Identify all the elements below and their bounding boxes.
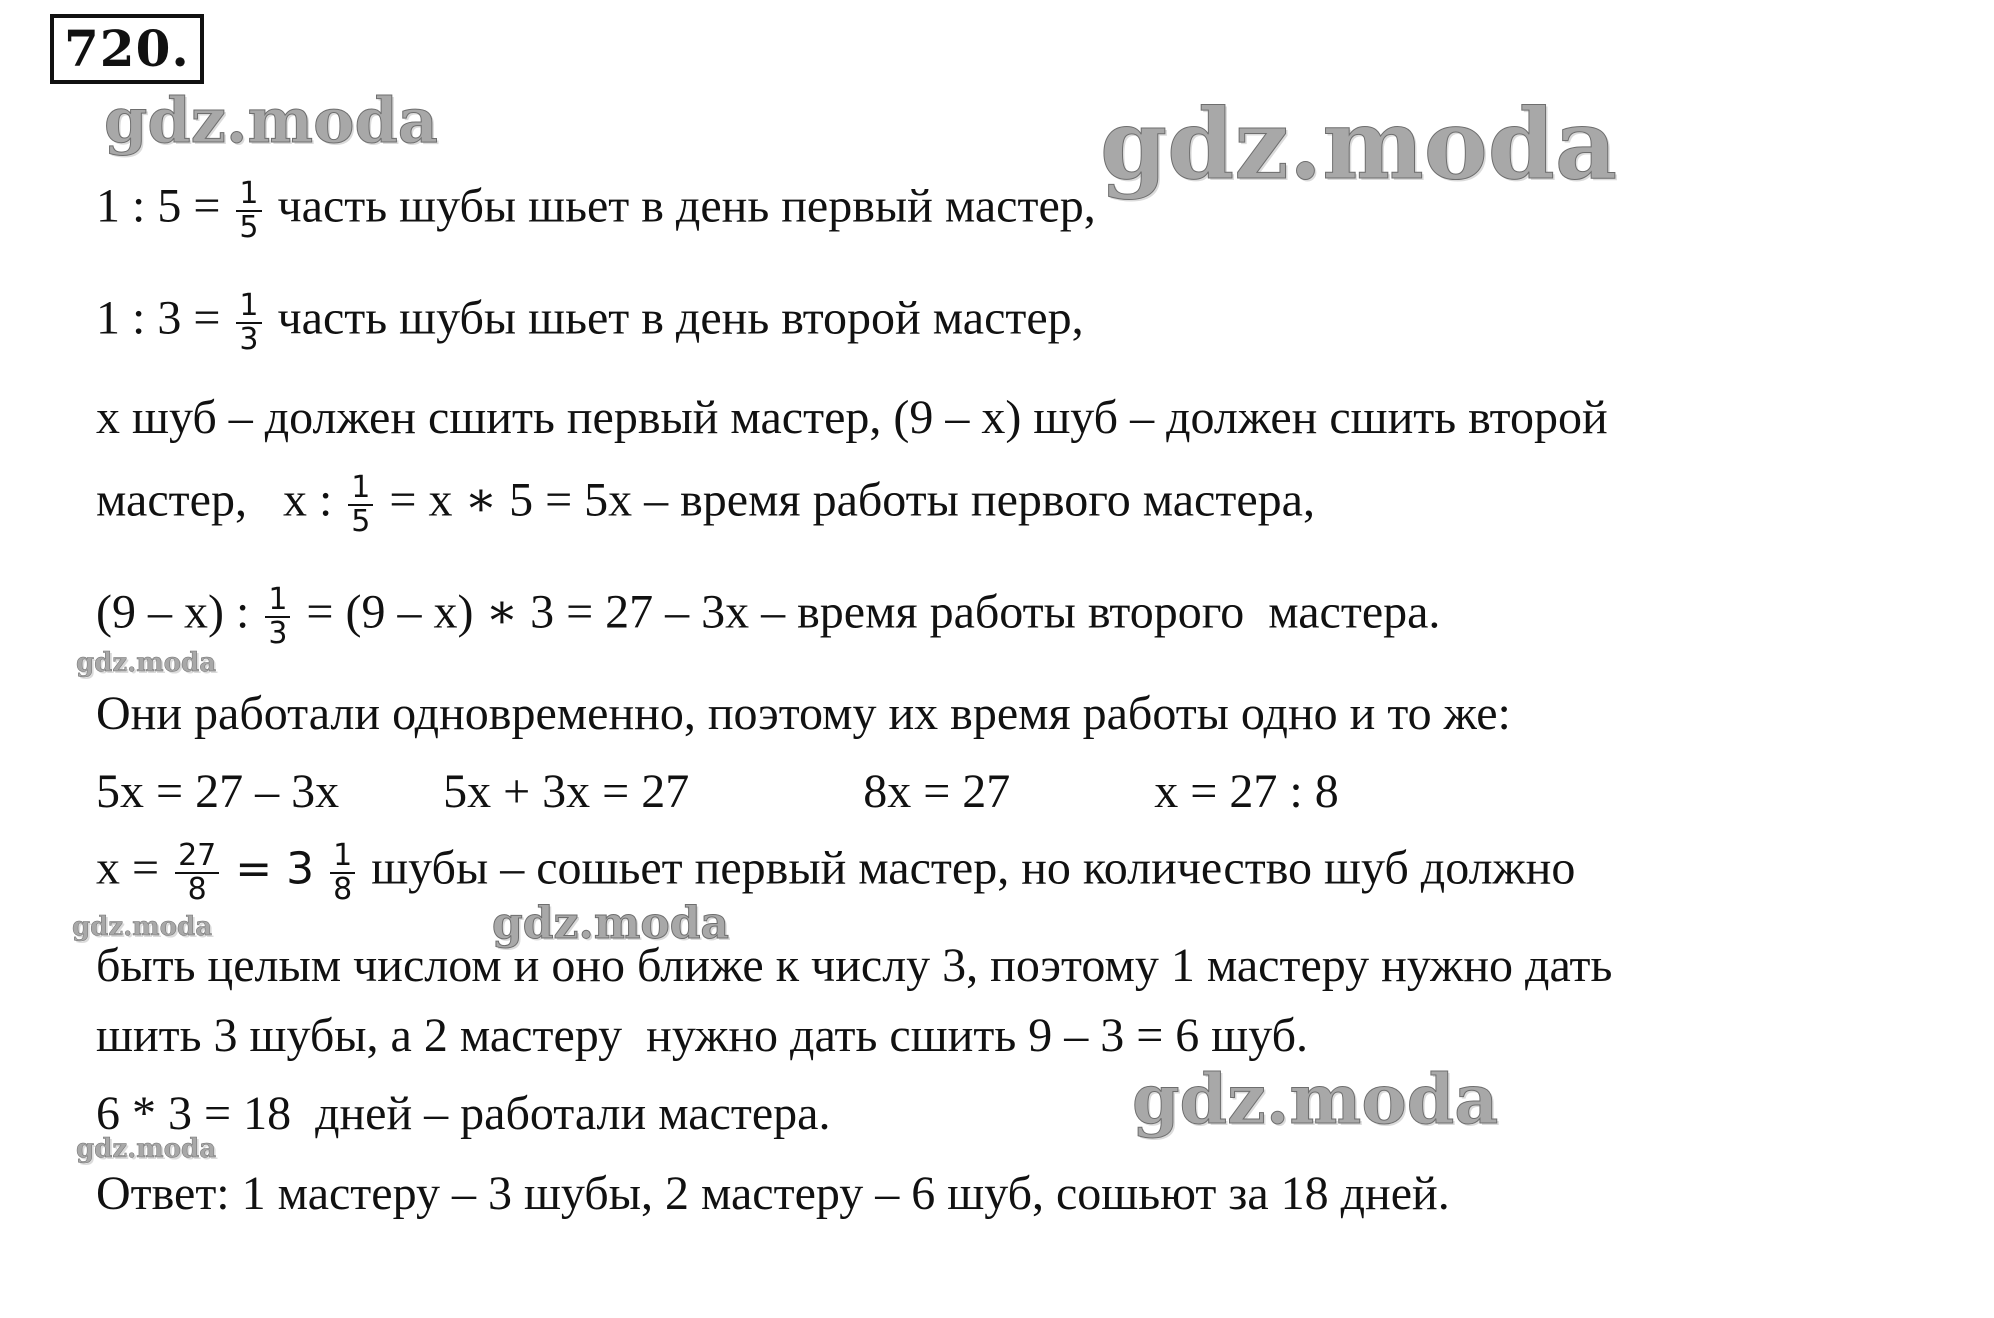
solution-line-5 xyxy=(96,584,1440,649)
fraction-numerator: 1 xyxy=(236,178,261,212)
solution-line-7 xyxy=(96,765,1339,818)
fraction-denominator: 5 xyxy=(351,503,371,539)
solution-line-4 xyxy=(96,472,1315,537)
fraction-denominator: 8 xyxy=(333,871,353,907)
fraction-denominator: 3 xyxy=(239,321,259,357)
fraction xyxy=(348,472,373,537)
line-4-text: = x ∗ 5 = 5x – время работы первого мастера, xyxy=(389,473,1315,527)
line-8-lead: x = xyxy=(96,841,160,895)
fraction xyxy=(236,290,261,355)
line-4-lead: мастер, x : xyxy=(96,473,333,527)
problem-number: 720. xyxy=(50,14,204,84)
solution-line-10: шить 3 шубы, а 2 мастеру нужно дать сшить 9 – 3 = 6 шуб. xyxy=(96,1009,1309,1062)
mixed-number-whole: = 3 xyxy=(235,843,315,895)
line-8-text: шубы – сошьет первый мастер, но количество шуб должно xyxy=(371,841,1576,895)
solution-line-1 xyxy=(96,178,1096,243)
line-2-text: часть шубы шьет в день второй мастер, xyxy=(277,291,1084,345)
fraction xyxy=(175,840,219,905)
watermark-logo: gdz.moda xyxy=(72,912,213,942)
line-1-lhs: 1 : 5 = xyxy=(96,179,221,233)
line-2-lhs: 1 : 3 = xyxy=(96,291,221,345)
watermark-logo: gdz.moda xyxy=(76,1134,217,1164)
answer-line: Ответ: 1 мастеру – 3 шубы, 2 мастеру – 6 шуб, сошьют за 18 дней. xyxy=(96,1167,1450,1220)
equation-4: x = 27 : 8 xyxy=(1154,765,1339,818)
fraction-numerator: 1 xyxy=(330,840,355,874)
solution-line-6: Они работали одновременно, поэтому их время работы одно и то же: xyxy=(96,687,1511,740)
watermark-logo: gdz.moda xyxy=(492,898,730,949)
fraction xyxy=(236,178,261,243)
solution-line-2 xyxy=(96,290,1084,355)
equation-1: 5x = 27 – 3x xyxy=(96,765,340,818)
equation-2: 5x + 3x = 27 xyxy=(443,765,690,818)
line-5-lead: (9 – x) : xyxy=(96,585,250,639)
fraction-numerator: 27 xyxy=(175,840,219,874)
fraction-numerator: 1 xyxy=(236,290,261,324)
solution-line-8 xyxy=(96,840,1575,905)
fraction xyxy=(330,840,355,905)
watermark-logo: gdz.moda xyxy=(1132,1060,1499,1140)
fraction-numerator: 1 xyxy=(348,472,373,506)
watermark-logo: gdz.moda xyxy=(76,648,217,678)
line-5-text: = (9 – x) ∗ 3 = 27 – 3x – время работы второго мастера. xyxy=(306,585,1441,639)
solution-line-9: быть целым числом и оно ближе к числу 3, поэтому 1 мастеру нужно дать xyxy=(96,939,1613,992)
fraction-numerator: 1 xyxy=(265,584,290,618)
solution-line-11: 6 * 3 = 18 дней – работали мастера. xyxy=(96,1087,831,1140)
fraction-denominator: 3 xyxy=(268,615,288,651)
watermark-logo: gdz.moda xyxy=(1100,88,1618,201)
line-1-text: часть шубы шьет в день первый мастер, xyxy=(277,179,1096,233)
solution-line-3: x шуб – должен сшить первый мастер, (9 – x) шуб – должен сшить второй xyxy=(96,391,1608,444)
fraction-denominator: 5 xyxy=(239,209,259,245)
fraction-denominator: 8 xyxy=(187,871,207,907)
equation-3: 8x = 27 xyxy=(863,765,1011,818)
fraction xyxy=(265,584,290,649)
watermark-logo: gdz.moda xyxy=(104,84,438,157)
